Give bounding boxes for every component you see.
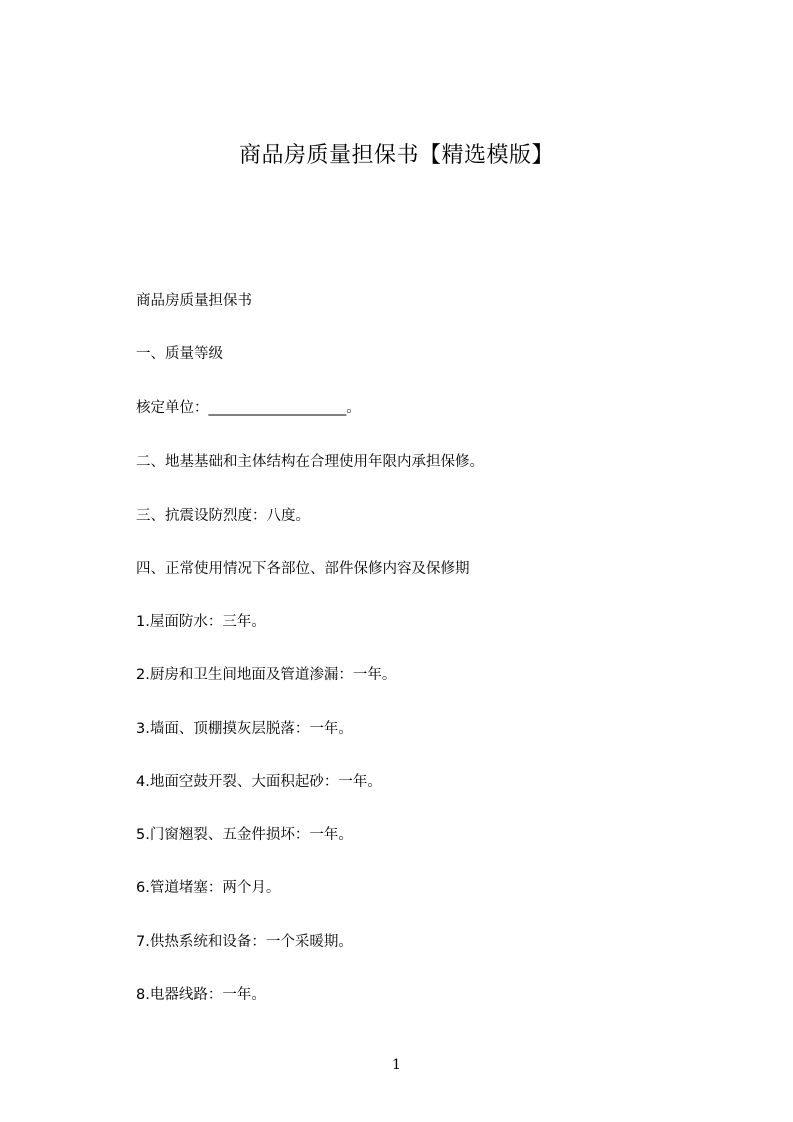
list-item-8: 8.电器线路：一年。 [136, 987, 266, 1003]
list-item-6: 6.管道堵塞：两个月。 [136, 880, 281, 896]
paragraph-section-2: 二、地基基础和主体结构在合理使用年限内承担保修。 [136, 454, 484, 470]
document-title: 商品房质量担保书【精选模版】 [238, 143, 554, 168]
paragraph-approval-unit: 核定单位：___________________。 [136, 400, 361, 416]
paragraph-section-3: 三、抗震设防烈度：八度。 [136, 508, 310, 524]
paragraph-section-4: 四、正常使用情况下各部位、部件保修内容及保修期 [136, 561, 470, 577]
list-item-7: 7.供热系统和设备：一个采暖期。 [136, 934, 353, 950]
list-item-4: 4.地面空鼓开裂、大面积起砂：一年。 [136, 774, 382, 790]
list-item-3: 3.墙面、顶棚摸灰层脱落：一年。 [136, 721, 353, 737]
list-item-5: 5.门窗翘裂、五金件损坏：一年。 [136, 827, 353, 843]
paragraph-subtitle: 商品房质量担保书 [136, 293, 252, 309]
paragraph-section-1: 一、质量等级 [136, 346, 223, 362]
list-item-1: 1.屋面防水：三年。 [136, 614, 266, 630]
list-item-2: 2.厨房和卫生间地面及管道渗漏：一年。 [136, 667, 397, 683]
page-number: 1 [392, 1057, 401, 1073]
